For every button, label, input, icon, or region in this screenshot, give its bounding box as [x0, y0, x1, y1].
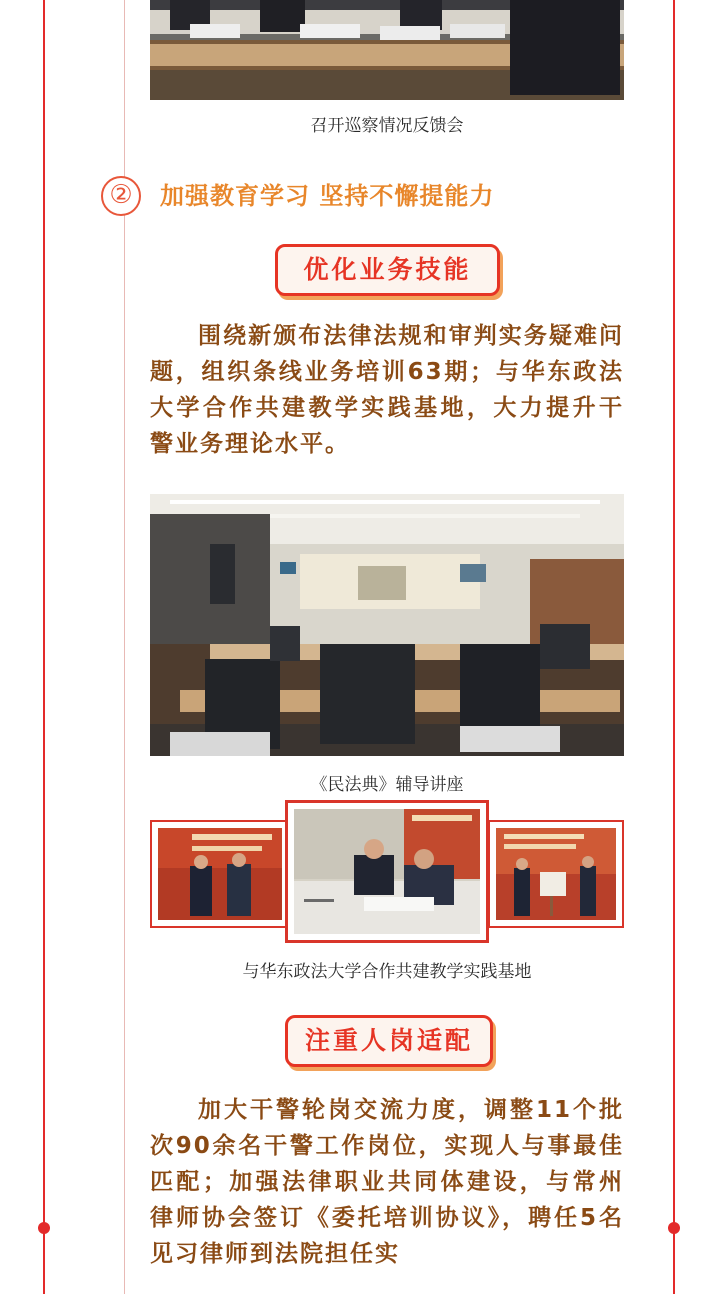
right-frame-dot	[668, 1222, 680, 1234]
right-frame-line	[673, 0, 675, 1294]
subsection-label-skills: 优化业务技能	[275, 244, 500, 296]
signing-photo-center	[285, 800, 489, 943]
section-title: 加强教育学习 坚持不懈提能力	[160, 182, 495, 210]
paragraph-skills: 围绕新颁布法律法规和审判实务疑难问题，组织条线业务培训63期；与华东政法大学合作共建教学实践基地，大力提升干警业务理论水平。	[150, 323, 624, 457]
caption-ecupl-base: 与华东政法大学合作共建教学实践基地	[242, 962, 532, 982]
left-frame-dot	[38, 1222, 50, 1234]
left-frame-line	[43, 0, 45, 1294]
paragraph-job-fit: 加大干警轮岗交流力度，调整11个批次90余名干警工作岗位，实现人与事最佳匹配；加强法律职业共同体建设，与常州律师协会签订《委托培训协议》，聘任5名见习律师到法院担任实	[150, 1097, 624, 1267]
section-number-badge: ②	[101, 176, 141, 216]
signing-photo-left	[150, 820, 290, 928]
civil-code-lecture-photo	[150, 494, 624, 756]
caption-civil-code-lecture: 《民法典》辅导讲座	[310, 775, 464, 795]
caption-feedback-meeting: 召开巡察情况反馈会	[310, 116, 464, 136]
subsection-label-job-fit: 注重人岗适配	[285, 1015, 493, 1067]
feedback-meeting-photo	[150, 0, 624, 100]
signing-photo-right	[488, 820, 624, 928]
